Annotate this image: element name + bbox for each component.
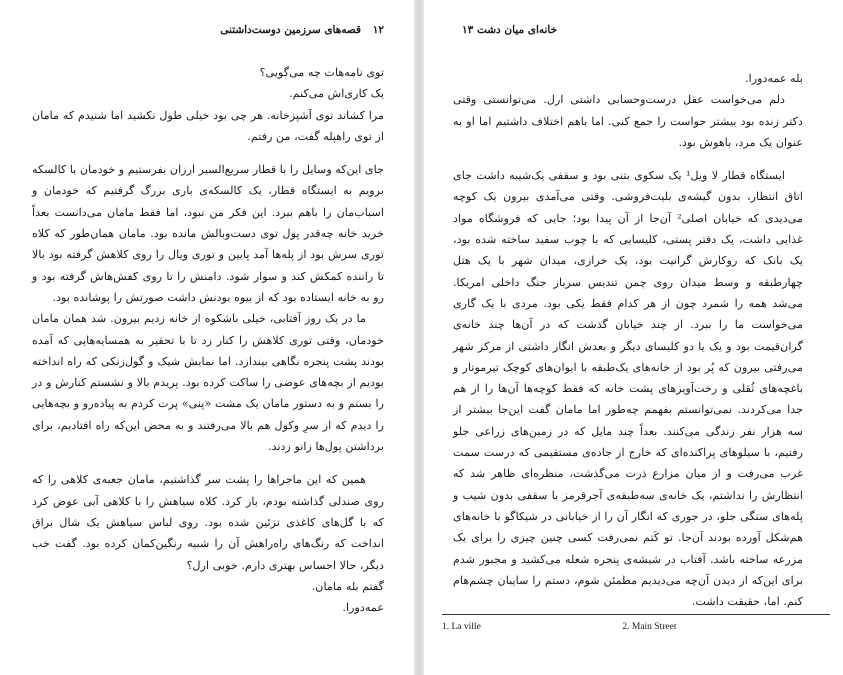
left-page-number: ۱۲ [372, 24, 384, 36]
paragraph: همین که این ماجراها را پشت سر گذاشتیم، مامان جعبه‌ی کلاهی را که روی صندلی گذاشته بودم، باز کرد. کلاه سیاهش را با کلاهی آبی عوض کرد که با گل‌های کاغذی تزئین شده بود. روی لباس سیاهش یک شال براق انداخت که رنگ‌های راه‌راهش آن را شبیه رنگین‌کمان کرده بود. گفت خب دیگر، حالا احساس بهتری دارم. خوبی ارل؟ [32, 473, 384, 572]
right-header-title: خانه‌ای میان دشت [476, 24, 558, 36]
footnote-2: 2. Main Street [622, 622, 677, 632]
left-body-text [32, 62, 384, 618]
footnote-divider [442, 614, 830, 615]
right-page [424, 0, 843, 675]
right-running-header [454, 24, 557, 36]
paragraph: بله عمه‌دورا. [745, 72, 803, 85]
left-page [0, 0, 414, 675]
right-body-text [453, 68, 803, 612]
paragraph: مرا کشاند توی آشپزخانه. هر چی بود خیلی طول نکشید اما شنیدم که مامان از توی راهپله گفت، من رفتم. [32, 108, 384, 143]
paragraph: گفتم بله مامان. [311, 579, 384, 593]
paragraph: عمه‌دورا. [342, 601, 384, 615]
paragraph: جای این‌که وسایل را با قطار سریع‌السیر ارزان بفرستیم و خودمان با کالسکه برویم به ایستگاه قطار، یک کالسکه‌ی باری بزرگ گرفتیم که خودمان و اسباب‌مان را باهم ببرد. این فکر من نبود، اما فقط مامان می‌دانست بعداً خرید خانه چه‌قدر پول توی دست‌وبالش مانده بود. مامان همان‌طور که کلاه توری سرش بود از پله‌ها آمد پایین و توری ویال را روی کلاهش گرفته بود بالا تا راننده کمکش کند و سوار شود. دامنش را تا روی کفش‌هاش گرفته بود و رو به خانه ایستاده بود که از بیوه بودنش داشت صورتش را پوشانده بود. [32, 163, 384, 304]
right-page-number: ۱۳ [462, 24, 474, 36]
footnote-1: 1. La ville [442, 622, 481, 632]
paragraph: ایستگاه قطار لا ویل¹ یک سکوی بتنی بود و سقفی یک‌شیبه داشت جای اتاق انتظار، بدون گیشه‌ی بلیت‌فروشی. وقتی می‌آمدی بیرون یک کوچه می‌دیدی که خیابان اصلی² آن‌جا از آن پیدا بود؛ جایی که فروشگاه مواد غذایی داشت، یک دفتر پستی، کلیسایی که با چوب سفید ساخته شده بود، یک بانک که روکارش گرانیت بود، یک خرازی، میدان شهر با یک هتل چهارطبقه و وسط میدان روی چمن تندیس سرباز جنگ داخلی امریکا. می‌شد همه را شمرد چون از هر کدام فقط یکی بود. مردی با یک گاری می‌خواست ما را ببرد. از چند خیابان گذشت که در آن‌ها چند خانه‌ی گران‌قیمت بود و یک یا دو کلیسای دیگر و بعدش انگار داشتی از مرکز شهر می‌رفتی بیرون که پُر بود از خانه‌های یک‌طبقه با ایوان‌های کوچک تیرموتار و باغچه‌های ثُقلی و رخت‌آویزهای پشت خانه که فقط کوچه‌ها آن‌ها را از هم جدا می‌کردند. نمی‌توانستم بفهمم چه‌طور اما مامان گفت این‌جا بیشتر از سه هزار نفر زندگی می‌کنند. بعداً چند مایل که در زمین‌های زراعی جلو رفتیم، با سیلوهای پراکنده‌ای که خارج از جاده‌ی مستقیمی که درست سمت غرب می‌رفت و از میان مزارع ذرت می‌گذشت، منظره‌ای ظاهر شد که انتظارش را نداشتم، یک خانه‌ی سه‌طبقه‌ی آجرقرمز با سقفی بدون شیب و پله‌های سنگی جلو، در جوری که انگار آن را از خیابانی در شیکاگو با خانه‌های هم‌شکل آورده بودند آن‌جا. تو کَتم نمی‌رفت کسی چنین چیزی را برای یک مزرعه ساخته باشد. آفتاب در شیشه‌ی پنجره شعله می‌کشید و مجبور شدم برای این‌که از دیدن آن‌چه می‌دیدیم مطمئن شوم، دستم را سایبان چشم‌هام کنم. اما، حقیقت داشت. [453, 169, 803, 609]
footnotes [442, 622, 830, 632]
left-running-header [220, 24, 384, 36]
paragraph: ما در یک روز آفتابی، خیلی باشکوه از خانه زدیم بیرون. شد همان مامان خودمان، وقتی توری کلاهش را کنار زد تا با تحقیر به همسایه‌هایی که آمده بودند پشت پنجره نگاهی بیندازد. اما نمایش شیک و گول‌زنکی که راه انداخته بودیم از بچه‌های عوضی را ساکت کرده بود. پریدم بالا و نشستم کنارش و در را بستم و به دستور مامان یک مشت «پنی» پرت کردم به پیاده‌رو و بچه‌هایی را دیدم که از سرِ وکول هم بالا می‌رفتند و به محض این‌که راه افتادیم، برای برداشتن پول‌ها زانو زدند. [32, 312, 384, 454]
paragraph: یک کاری‌اش می‌کنم. [289, 87, 384, 101]
paragraph: توی نامه‌هات چه می‌گویی؟ [259, 66, 384, 79]
book-gutter [414, 0, 424, 675]
left-header-title: قصه‌های سرزمین دوست‌داشتنی [220, 24, 362, 36]
paragraph: دلم می‌خواست عقل درست‌وحسابی داشتی ارل. می‌توانستی وقتی دکتر زنده بود بیشتر حواست را جمع کنی. اما باهم اختلاف داشتیم اما او به عنوان یک مرد، باهوش بود. [453, 93, 803, 149]
